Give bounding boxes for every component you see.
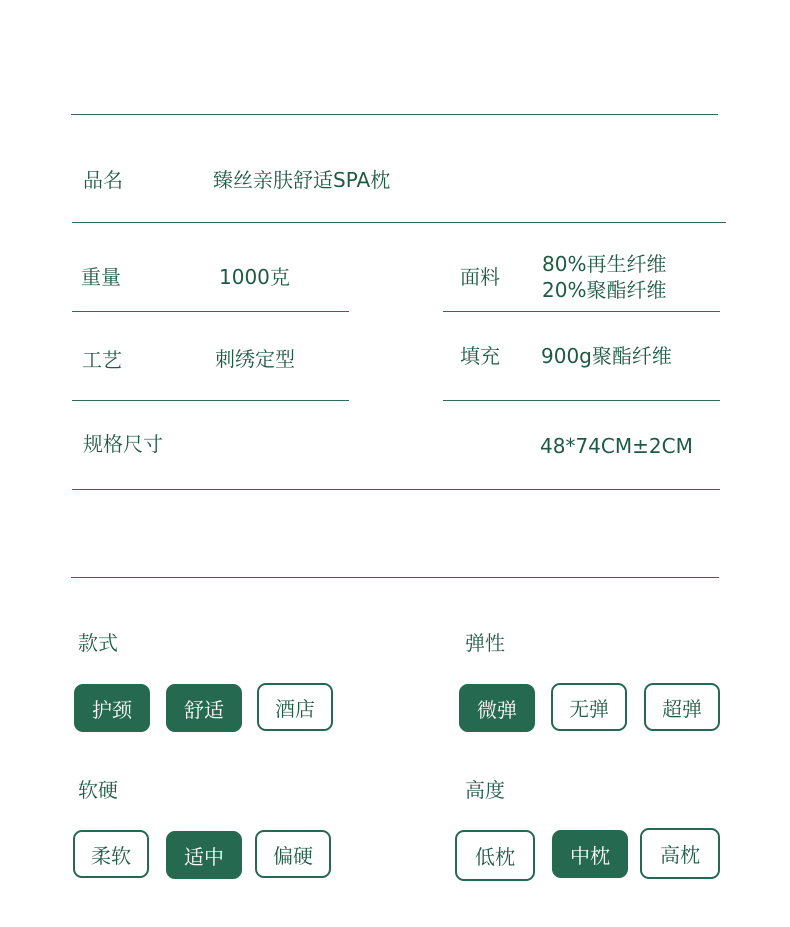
chip-style-neck-support[interactable]: 护颈 <box>74 684 150 732</box>
chip-height-low[interactable]: 低枕 <box>455 830 535 881</box>
attr-height-label: 高度 <box>465 778 505 802</box>
chip-elasticity-none[interactable]: 无弹 <box>551 683 627 731</box>
spec-size-label: 规格尺寸 <box>83 432 163 456</box>
spec-fabric-value-line2: 20%聚酯纤维 <box>542 278 667 302</box>
chip-elasticity-slight[interactable]: 微弹 <box>459 684 535 732</box>
chip-firmness-soft[interactable]: 柔软 <box>73 830 149 878</box>
divider-weight-bottom <box>72 311 349 312</box>
spec-filling-value: 900g聚酯纤维 <box>541 344 672 368</box>
chip-height-high[interactable]: 高枕 <box>640 828 720 879</box>
chip-elasticity-super[interactable]: 超弹 <box>644 683 720 731</box>
spec-name-label: 品名 <box>83 168 123 192</box>
chip-style-comfort[interactable]: 舒适 <box>166 684 242 732</box>
spec-weight-value: 1000克 <box>219 265 290 289</box>
spec-size-value: 48*74CM±2CM <box>540 434 693 458</box>
attr-elasticity-label: 弹性 <box>465 631 505 655</box>
divider-craft-bottom <box>72 400 349 401</box>
divider-top <box>71 114 718 115</box>
spec-fabric-label: 面料 <box>460 265 500 289</box>
spec-name-value: 臻丝亲肤舒适SPA枕 <box>213 168 391 192</box>
divider-fabric-bottom <box>443 311 720 312</box>
spec-craft-label: 工艺 <box>82 348 122 372</box>
spec-filling-label: 填充 <box>460 344 500 368</box>
divider-attributes-top <box>71 577 719 578</box>
divider-size-bottom <box>72 489 720 490</box>
spec-weight-label: 重量 <box>81 265 121 289</box>
spec-fabric-value-line1: 80%再生纤维 <box>542 252 667 276</box>
chip-firmness-firm[interactable]: 偏硬 <box>255 830 331 878</box>
divider-filling-bottom <box>443 400 720 401</box>
attr-style-label: 款式 <box>78 631 118 655</box>
spec-craft-value: 刺绣定型 <box>215 347 295 371</box>
divider-name-bottom <box>72 222 726 223</box>
chip-height-medium[interactable]: 中枕 <box>552 830 628 878</box>
chip-style-hotel[interactable]: 酒店 <box>257 683 333 731</box>
chip-firmness-medium[interactable]: 适中 <box>166 831 242 879</box>
attr-firmness-label: 软硬 <box>78 778 118 802</box>
